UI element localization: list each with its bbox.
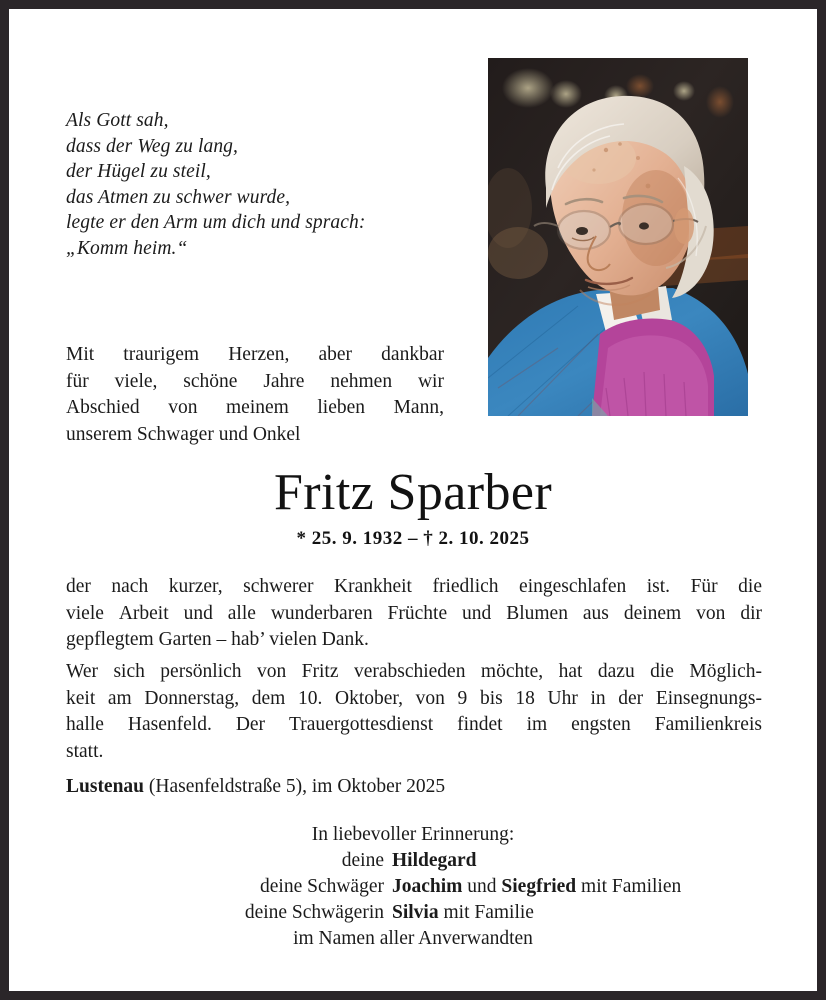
- intro-word: nehmen: [330, 370, 393, 392]
- intro-line: [66, 395, 444, 422]
- intro-word: meinem: [226, 397, 289, 418]
- intro-word: Jahre: [263, 370, 305, 392]
- intro-line-last: unserem Schwager und Onkel: [66, 423, 301, 445]
- paragraph-illness: [66, 574, 762, 654]
- poem-line: das Atmen zu schwer wurde,: [66, 186, 291, 208]
- intro-word: schöne: [183, 370, 238, 392]
- family-heading: In liebevoller Erinnerung:: [311, 824, 515, 845]
- intro-word: traurigem: [123, 344, 200, 365]
- family-footer: im Namen aller Anverwandten: [293, 928, 533, 949]
- poem-line: legte er den Arm um dich und sprach:: [66, 212, 366, 233]
- memorial-poem: [66, 108, 466, 261]
- family-suffix: mit Familien: [576, 876, 682, 897]
- place-name: Lustenau: [66, 776, 145, 797]
- intro-line: [66, 369, 444, 396]
- intro-word: lieben: [317, 397, 366, 418]
- intro-line: [66, 342, 444, 369]
- family-member-name: Hildegard: [392, 850, 477, 871]
- portrait-photo: [488, 58, 748, 416]
- intro-word: Mann,: [393, 397, 444, 418]
- paragraph-farewell: [66, 659, 762, 765]
- place-date-line: [66, 774, 445, 801]
- paragraph-line: keit am Donnerstag, dem 10. Oktober, von 9 bis 18 Uhr in der Einsegnungs-: [66, 687, 762, 709]
- family-conjunction: und: [462, 876, 502, 897]
- deceased-name: Fritz Sparber: [273, 464, 553, 521]
- place-date-rest: (Hasenfeldstraße 5), im Oktober 2025: [144, 776, 446, 797]
- intro-paragraph: [66, 342, 444, 448]
- family-member-name: Siegfried: [501, 876, 577, 897]
- poem-line: dass der Weg zu lang,: [66, 135, 239, 157]
- intro-word: Mit: [66, 344, 95, 365]
- family-suffix: mit Familie: [438, 902, 534, 923]
- family-entry-row: [9, 848, 817, 874]
- poem-line: „Komm heim.“: [66, 237, 188, 259]
- family-names: [392, 874, 817, 900]
- family-names: [392, 900, 817, 926]
- notice-inner-panel: [9, 9, 817, 991]
- intro-word: dankbar: [381, 344, 444, 365]
- intro-word: für: [66, 370, 89, 392]
- family-relation: deine Schwägerin: [244, 902, 384, 923]
- paragraph-line: der nach kurzer, schwerer Krankheit friedlich eingeschlafen ist. Für die: [66, 576, 762, 597]
- paragraph-line-last: gepflegtem Garten – hab’ vielen Dank.: [66, 629, 369, 650]
- poem-line: Als Gott sah,: [66, 110, 169, 131]
- intro-word: viele,: [114, 370, 158, 392]
- family-member-name: Silvia: [392, 902, 439, 923]
- intro-word: wir: [417, 370, 444, 392]
- poem-line: der Hügel zu steil,: [66, 161, 211, 182]
- intro-word: Herzen,: [228, 344, 290, 365]
- intro-word: Abschied: [66, 397, 140, 418]
- paragraph-line: Wer sich persönlich von Fritz verabschieden möchte, hat dazu die Möglich-: [66, 661, 762, 682]
- family-relation: deine: [341, 850, 384, 871]
- paragraph-line-last: statt.: [66, 740, 104, 762]
- family-entry-row: [9, 874, 817, 900]
- life-dates: * 25. 9. 1932 – † 2. 10. 2025: [296, 528, 530, 549]
- paragraph-line: halle Hasenfeld. Der Trauergottesdienst findet im engsten Familienkreis: [66, 714, 762, 735]
- paragraph-line: viele Arbeit und alle wunderbaren Früchte und Blumen aus deinem von dir: [66, 602, 762, 624]
- family-block: [9, 822, 817, 952]
- family-entry-row: [9, 900, 817, 926]
- family-relation: deine Schwäger: [260, 876, 384, 897]
- intro-word: von: [168, 397, 198, 418]
- family-names: [392, 848, 817, 874]
- intro-word: aber: [318, 344, 353, 365]
- family-member-name: Joachim: [392, 876, 463, 897]
